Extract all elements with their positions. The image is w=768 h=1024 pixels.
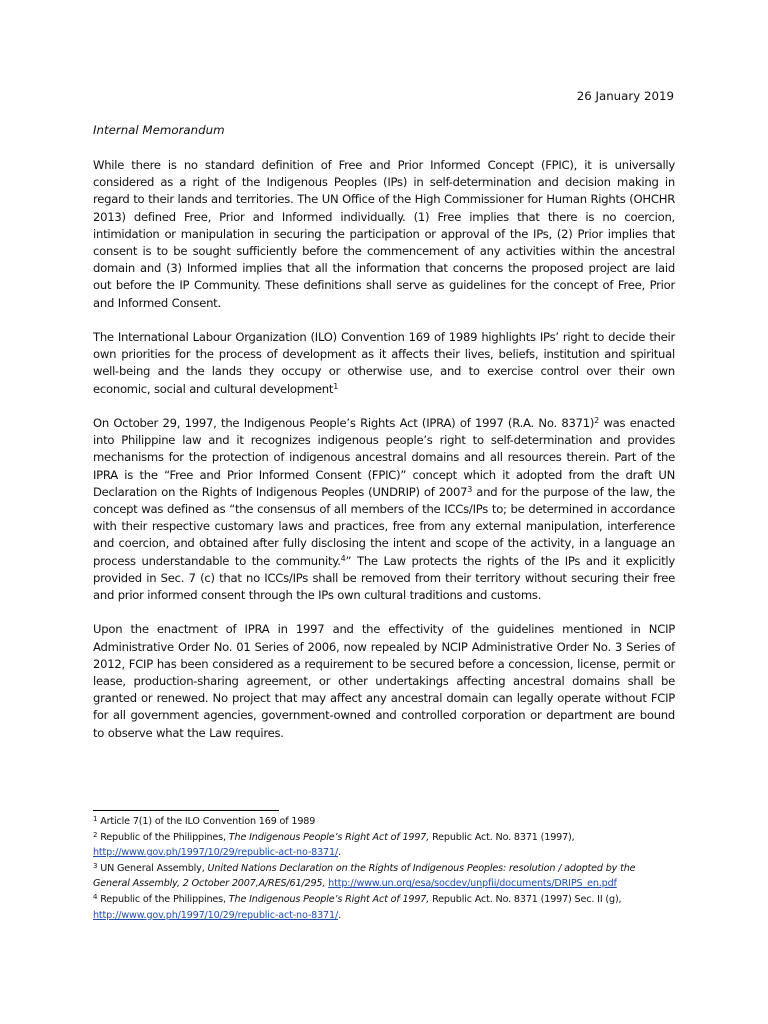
text-segment: The International Labour Organization (ILO) Convention 169 of 1989 highlights IPs’ right to decide their own priorities for the process of development as it affects their lives, beliefs, institution and spiritual well-being and the lands they occupy or otherwise use, and to exercise control over their own economic, social and cultural development bbox=[93, 330, 675, 396]
memo-body bbox=[93, 157, 675, 759]
footnote-marker: 2 bbox=[594, 416, 599, 426]
body-paragraph bbox=[93, 415, 675, 604]
text-segment: was enacted into Philippine law and it recognizes indigenous people’s right to self-determination and provides mechanisms for the protection of indigenous ancestral domains and all resources therein. Part of the IPRA is the “Free and Prior Informed Consent (FPIC)” concept which it adopted from the draft UN Declaration on the Rights of Indigenous Peoples (UNDRIP) of 2007 bbox=[93, 416, 675, 499]
footnote-marker: 1 bbox=[333, 381, 339, 391]
text-segment: Republic Act. No. 8371 (1997) Sec. II (g), bbox=[429, 893, 622, 905]
text-segment: UN General Assembly, bbox=[97, 862, 208, 874]
footnote bbox=[93, 892, 675, 923]
text-segment: . bbox=[338, 909, 341, 921]
footnote-link[interactable]: http://www.gov.ph/1997/10/29/republic-act-no-8371/ bbox=[93, 909, 339, 921]
footnote-link[interactable]: http://www.gov.ph/1997/10/29/republic-act-no-8371/ bbox=[93, 847, 339, 859]
footnote-marker: 3 bbox=[467, 484, 473, 494]
text-segment: Republic of the Philippines, bbox=[97, 831, 229, 843]
footnote-marker: 1 bbox=[93, 815, 98, 823]
footnote-marker: 4 bbox=[93, 892, 98, 901]
footnote bbox=[93, 814, 675, 830]
citation-title: The Indigenous People’s Right Act of 1997, bbox=[228, 893, 430, 905]
memo-date: 26 January 2019 bbox=[576, 89, 674, 103]
text-segment: Upon the enactment of IPRA in 1997 and the effectivity of the guidelines mentioned in NCIP Administrative Order No. 01 Series of 2006, now repealed by NCIP Administrative Order No. 3 Series of 2012, FCIP has been considered as a requirement to be secured before a concession, license, permit or lease, production-sharing agreement, or other undertakings affecting ancestral domains shall be granted or renewed. No project that may affect any ancestral domain can legally operate without FCIP for all government agencies, government-owned and controlled corporation or department are bound to observe what the Law requires. bbox=[93, 622, 675, 740]
text-segment: and for the purpose of the law, the concept was defined as “the consensus of all members of the ICCs/IPs to; be determined in accordance with their respective customary laws and practices, free from any external manipulation, interference and coercion, and obtained after fully disclosing the intent and scope of the activity, in a language an process understandable to the community. bbox=[93, 484, 675, 568]
text-segment: . bbox=[338, 847, 341, 859]
footnote-marker: 3 bbox=[93, 861, 98, 870]
memo-title: Internal Memorandum bbox=[93, 123, 225, 137]
body-paragraph bbox=[93, 157, 675, 312]
footnote-link[interactable]: http://www.un.org/esa/socdev/unpfii/documents/DRIPS_en.pdf bbox=[328, 878, 617, 890]
text-segment: Article 7(1) of the ILO Convention 169 of 1989 bbox=[97, 816, 316, 827]
text-segment: Republic Act. No. 8371 (1997), bbox=[429, 831, 575, 843]
text-segment: Republic of the Philippines, bbox=[97, 893, 229, 905]
citation-title: United Nations Declaration on the Rights of Indigenous Peoples: resolution / adopted by the General Assembly, 2 October 2007,A/RES/61/295, bbox=[93, 862, 636, 890]
body-paragraph bbox=[93, 621, 675, 741]
text-segment: While there is no standard definition of Free and Prior Informed Concept (FPIC), it is universally considered as a right of the Indigenous Peoples (IPs) in self-determination and decision making in regard to their lands and territories. The UN Office of the High Commissioner for Human Rights (OHCHR 2013) defined Free, Prior and Informed individually. (1) Free implies that there is no coercion, intimidation or manipulation in securing the participation or approval of the IPs, (2) Prior implies that consent is to be sought sufficiently before the commencement of any activities within the ancestral domain and (3) Informed implies that all the information that concerns the proposed project are laid out before the IP Community. These definitions shall serve as guidelines for the concept of Free, Prior and Informed Consent. bbox=[93, 158, 675, 310]
footnote bbox=[93, 830, 675, 861]
text-segment: ” The Law protects the rights of the IPs and it explicitly provided in Sec. 7 (c) that no ICCs/IPs shall be removed from their territory without securing their free and prior informed consent through the IPs own cultural traditions and customs. bbox=[93, 553, 676, 603]
footnote-marker: 2 bbox=[93, 830, 98, 839]
footnote-separator bbox=[93, 810, 279, 811]
footnote-marker: 4 bbox=[340, 553, 346, 563]
citation-title: The Indigenous People’s Right Act of 1997, bbox=[228, 831, 430, 843]
body-paragraph bbox=[93, 329, 675, 398]
footnotes bbox=[93, 814, 675, 923]
text-segment: On October 29, 1997, the Indigenous People’s Rights Act (IPRA) of 1997 (R.A. No. 8371) bbox=[93, 416, 595, 431]
footnote bbox=[93, 861, 675, 892]
